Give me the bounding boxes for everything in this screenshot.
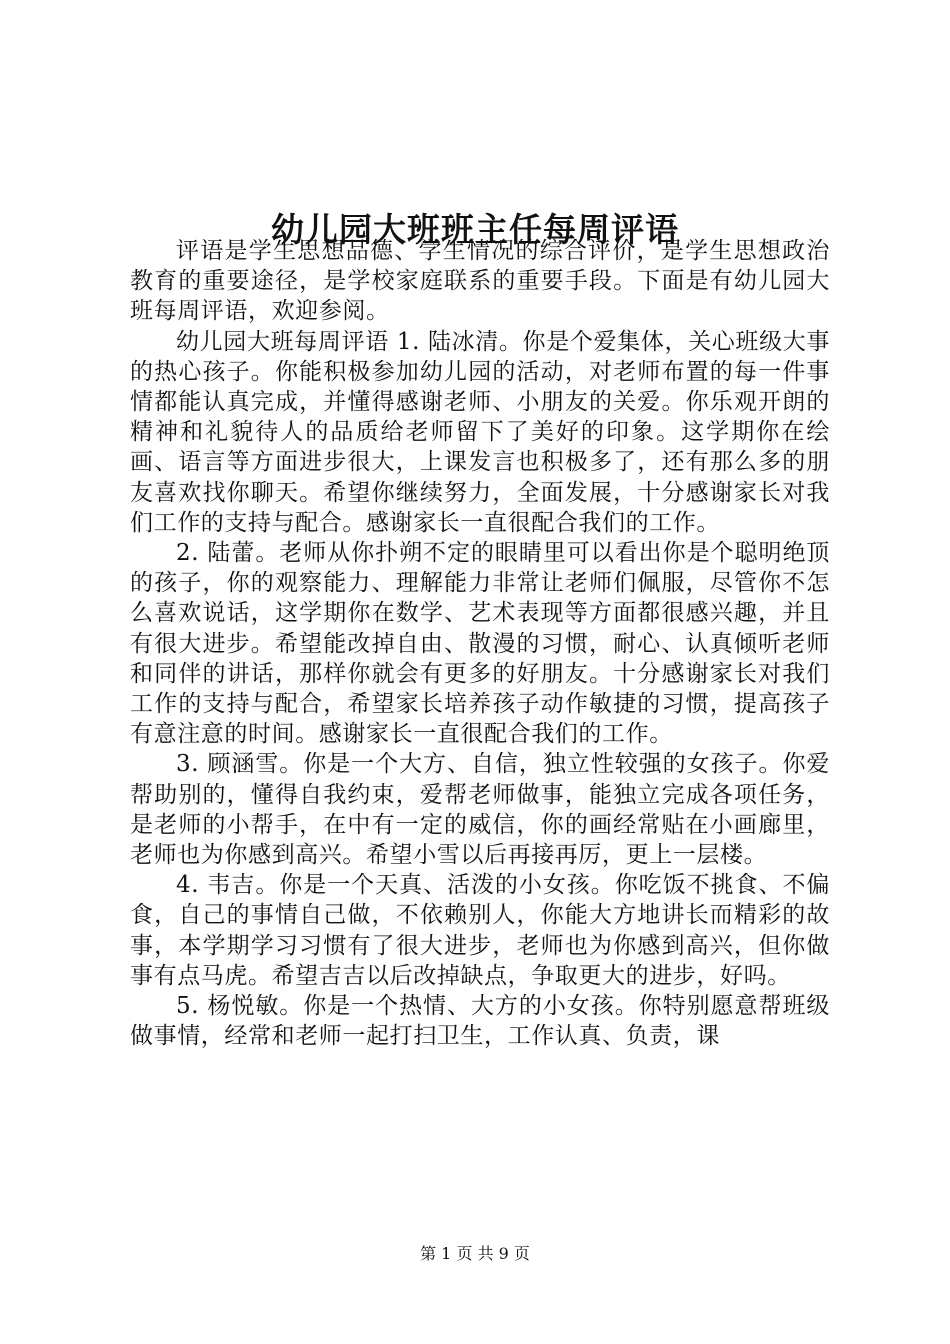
paragraph-comment-2: 2. 陆蕾。老师从你扑朔不定的眼睛里可以看出你是个聪明绝顶的孩子，你的观察能力、理解能力非常让老师们佩服，尽管你不怎么喜欢说话，这学期你在数学、艺术表现等方面都很感兴趣，并且有很大进步。希望能改掉自由、散漫的习惯，耐心、认真倾听老师和同伴的讲话，那样你就会有更多的好朋友。十分感谢家长对我们工作的支持与配合，希望家长培养孩子动作敏捷的习惯，提高孩子有意注意的时间。感谢家长一直很配合我们的工作。 <box>130 540 830 748</box>
paragraph-comment-1: 幼儿园大班每周评语 1. 陆冰清。你是个爱集体，关心班级大事的热心孩子。你能积极参加幼儿园的活动，对老师布置的每一件事情都能认真完成，并懂得感谢老师、小朋友的关爱。你乐观开朗的精神和礼貌待人的品质给老师留下了美好的印象。这学期你在绘画、语言等方面进步很大，上课发言也积极多了，还有那么多的朋友喜欢找你聊天。希望你继续努力，全面发展，十分感谢家长对我们工作的支持与配合。感谢家长一直很配合我们的工作。 <box>130 328 830 536</box>
document-body <box>130 236 830 1051</box>
paragraph-intro: 评语是学生思想品德、学生情况的综合评价，是学生思想政治教育的重要途径，是学校家庭联系的重要手段。下面是有幼儿园大班每周评语，欢迎参阅。 <box>130 238 830 325</box>
page-footer: 第 1 页 共 9 页 <box>420 1244 530 1263</box>
paragraph-comment-3: 3. 顾涵雪。你是一个大方、自信，独立性较强的女孩子。你爱帮助别的，懂得自我约束，爱帮老师做事，能独立完成各项任务，是老师的小帮手，在中有一定的威信，你的画经常贴在小画廊里，老师也为你感到高兴。希望小雪以后再接再厉，更上一层楼。 <box>130 751 830 869</box>
document-title: 幼儿园大班班主任每周评语 <box>271 210 679 250</box>
paragraph-comment-4: 4. 韦吉。你是一个天真、活泼的小女孩。你吃饭不挑食、不偏食，自己的事情自己做，不依赖别人，你能大方地讲长而精彩的故事，本学期学习习惯有了很大进步，老师也为你感到高兴，但你做事有点马虎。希望吉吉以后改掉缺点，争取更大的进步，好吗。 <box>130 872 830 989</box>
paragraph-comment-5: 5. 杨悦敏。你是一个热情、大方的小女孩。你特别愿意帮班级做事情，经常和老师一起打扫卫生，工作认真、负责，课 <box>130 993 830 1050</box>
